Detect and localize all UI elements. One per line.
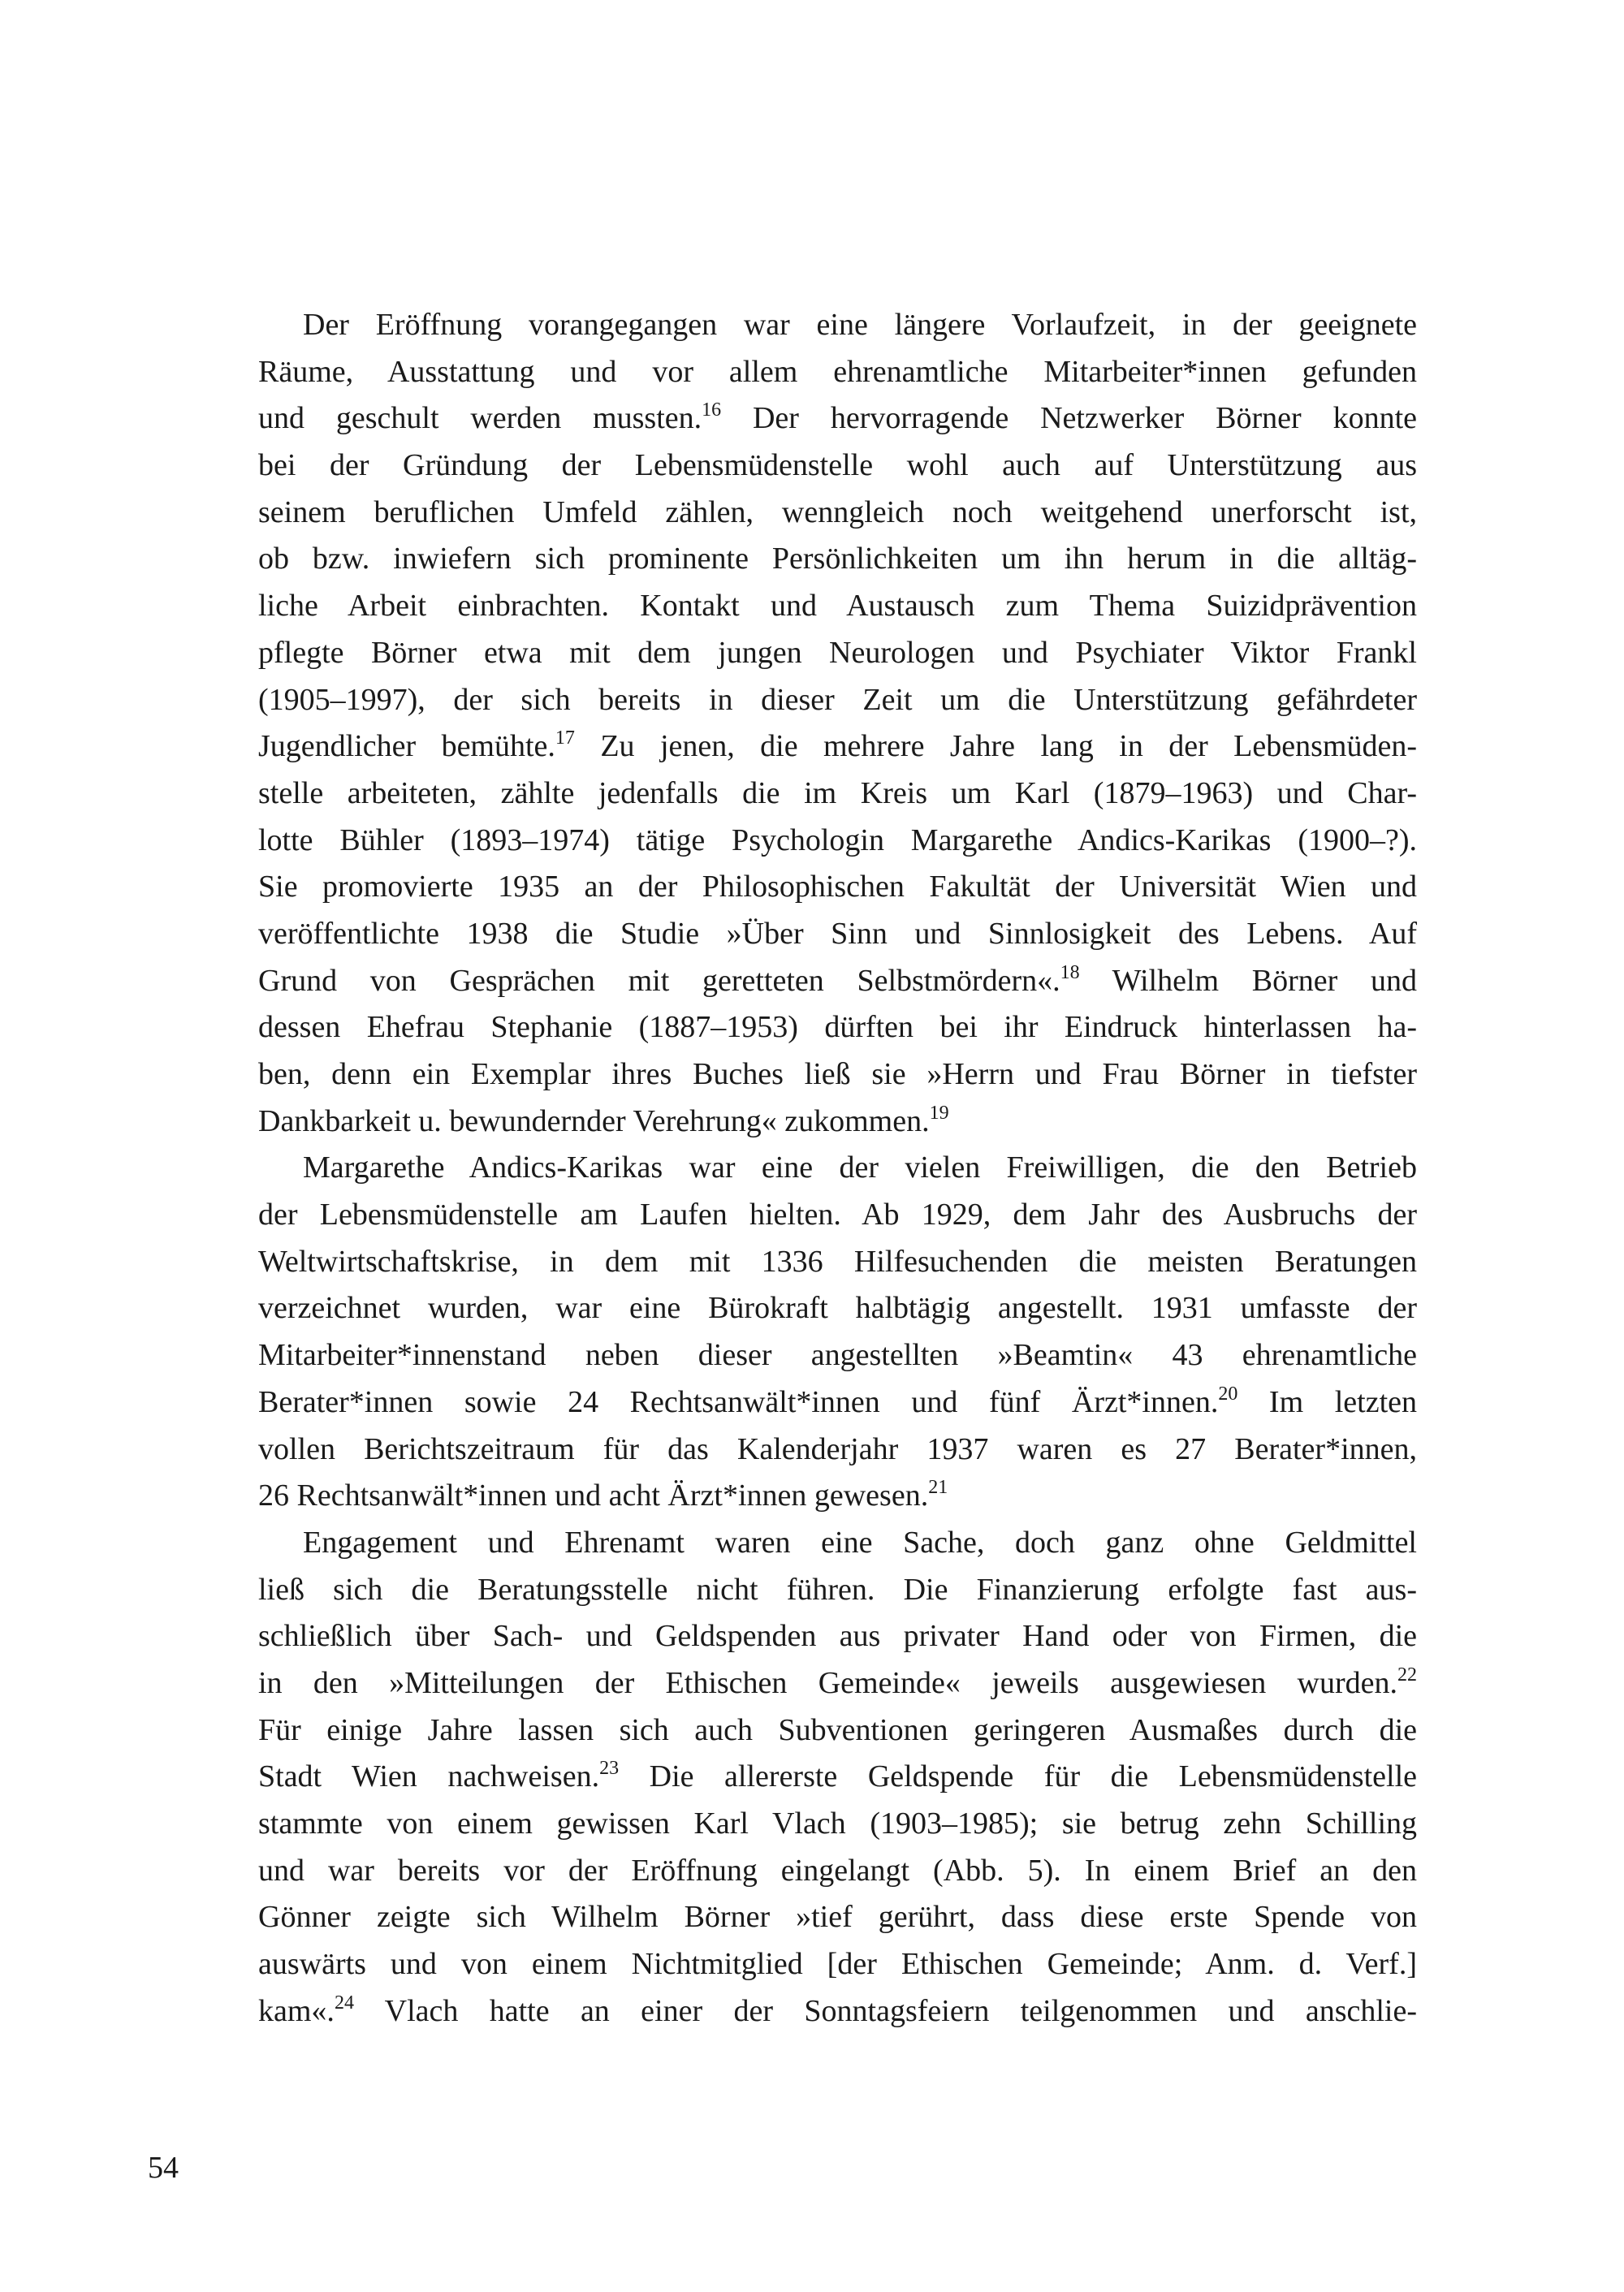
text-line: auswärts und von einem Nichtmitglied [der Ethischen Gemeinde; Anm. d. Verf.]: [258, 1947, 1417, 1982]
body-text: [258, 302, 1417, 2035]
text-line: Gönner zeigte sich Wilhelm Börner »tief gerührt, dass diese erste Spende von: [258, 1900, 1417, 1935]
text-line: liche Arbeit einbrachten. Kontakt und Austausch zum Thema Suizidprävention: [258, 589, 1417, 624]
text-line: Margarethe Andics-Karikas war eine der vielen Freiwilligen, die den Betrieb: [303, 1150, 1417, 1185]
text-line: Für einige Jahre lassen sich auch Subventionen geringeren Ausmaßes durch die: [258, 1712, 1417, 1747]
page-number: 54: [148, 2151, 179, 2185]
footnote-marker: 23: [599, 1758, 620, 1780]
text-line: vollen Berichtszeitraum für das Kalenderjahr 1937 waren es 27 Berater*innen,: [258, 1431, 1417, 1466]
text-line: dessen Ehefrau Stephanie (1887–1953) dürften bei ihr Eindruck hinterlassen ha-: [258, 1010, 1417, 1045]
footnote-marker: 18: [1060, 961, 1080, 983]
text-line: stelle arbeiteten, zählte jedenfalls die im Kreis um Karl (1879–1963) und Char-: [258, 775, 1417, 810]
text-line: Dankbarkeit u. bewundernder Verehrung« zukommen.$^{19}$: [258, 1102, 949, 1138]
footnote-marker: 22: [1397, 1664, 1417, 1686]
text-line: kam«.$^{24}$ Vlach hatte an einer der Sonntagsfeiern teilgenommen und anschlie-: [258, 1992, 1417, 2028]
paragraph: [258, 1520, 1417, 2035]
paragraph: [258, 1145, 1417, 1520]
text-line: Grund von Gesprächen mit geretteten Selbstmördern«.$^{18}$ Wilhelm Börner und: [258, 961, 1417, 998]
text-line: Sie promovierte 1935 an der Philosophischen Fakultät der Universität Wien und: [258, 870, 1417, 904]
text-line: Stadt Wien nachweisen.$^{23}$ Die allererste Geldspende für die Lebensmüdenstelle: [258, 1758, 1417, 1794]
text-line: 26 Rechtsanwält*innen und acht Ärzt*innen gewesen.$^{21}$: [258, 1477, 948, 1513]
footnote-marker: 19: [929, 1102, 949, 1124]
text-line: ben, denn ein Exemplar ihres Buches ließ sie »Herrn und Frau Börner in tiefster: [258, 1057, 1417, 1091]
paragraph: [258, 302, 1417, 1145]
footnote-marker: 16: [702, 399, 722, 421]
text-line: verzeichnet wurden, war eine Bürokraft halbtägig angestellt. 1931 umfasste der: [258, 1291, 1417, 1326]
text-line: (1905–1997), der sich bereits in dieser Zeit um die Unterstützung gefährdeter: [258, 682, 1417, 717]
footnote-marker: 24: [334, 1992, 354, 2014]
text-line: Engagement und Ehrenamt waren eine Sache, doch ganz ohne Geldmittel: [303, 1525, 1417, 1560]
text-line: Der Eröffnung vorangegangen war eine längere Vorlaufzeit, in der geeignete: [303, 308, 1417, 342]
text-line: bei der Gründung der Lebensmüdenstelle wohl auch auf Unterstützung aus: [258, 448, 1417, 483]
text-line: und war bereits vor der Eröffnung eingelangt (Abb. 5). In einem Brief an den: [258, 1853, 1417, 1888]
text-line: schließlich über Sach- und Geldspenden aus privater Hand oder von Firmen, die: [258, 1619, 1417, 1654]
text-line: stammte von einem gewissen Karl Vlach (1903–1985); sie betrug zehn Schilling: [258, 1806, 1417, 1841]
text-line: Weltwirtschaftskrise, in dem mit 1336 Hilfesuchenden die meisten Beratungen: [258, 1244, 1417, 1279]
footnote-marker: 17: [555, 727, 575, 749]
text-line: veröffentlichte 1938 die Studie »Über Sinn und Sinnlosigkeit des Lebens. Auf: [258, 916, 1417, 951]
text-line: Räume, Ausstattung und vor allem ehrenamtliche Mitarbeiter*innen gefunden: [258, 354, 1417, 389]
text-line: ob bzw. inwiefern sich prominente Persönlichkeiten um ihn herum in die alltäg-: [258, 542, 1417, 576]
text-line: in den »Mitteilungen der Ethischen Gemeinde« jeweils ausgewiesen wurden.$^{22}$: [258, 1664, 1417, 1700]
footnote-marker: 20: [1218, 1383, 1238, 1405]
text-line: seinem beruflichen Umfeld zählen, wenngleich noch weitgehend unerforscht ist,: [258, 494, 1417, 529]
text-line: Mitarbeiter*innenstand neben dieser angestellten »Beamtin« 43 ehrenamtliche: [258, 1338, 1417, 1373]
text-line: der Lebensmüdenstelle am Laufen hielten. Ab 1929, dem Jahr des Ausbruchs der: [258, 1198, 1417, 1232]
text-line: und geschult werden mussten.$^{16}$ Der hervorragende Netzwerker Börner konnte: [258, 399, 1417, 436]
footnote-marker: 21: [928, 1477, 948, 1499]
text-line: Jugendlicher bemühte.$^{17}$ Zu jenen, die mehrere Jahre lang in der Lebensmüden-: [258, 727, 1417, 764]
text-line: ließ sich die Beratungsstelle nicht führen. Die Finanzierung erfolgte fast aus-: [258, 1572, 1417, 1607]
text-line: pflegte Börner etwa mit dem jungen Neurologen und Psychiater Viktor Frankl: [258, 635, 1417, 670]
text-line: lotte Bühler (1893–1974) tätige Psychologin Margarethe Andics-Karikas (1900–?).: [258, 822, 1417, 857]
text-line: Berater*innen sowie 24 Rechtsanwält*innen und fünf Ärzt*innen.$^{20}$ Im letzten: [258, 1383, 1418, 1419]
